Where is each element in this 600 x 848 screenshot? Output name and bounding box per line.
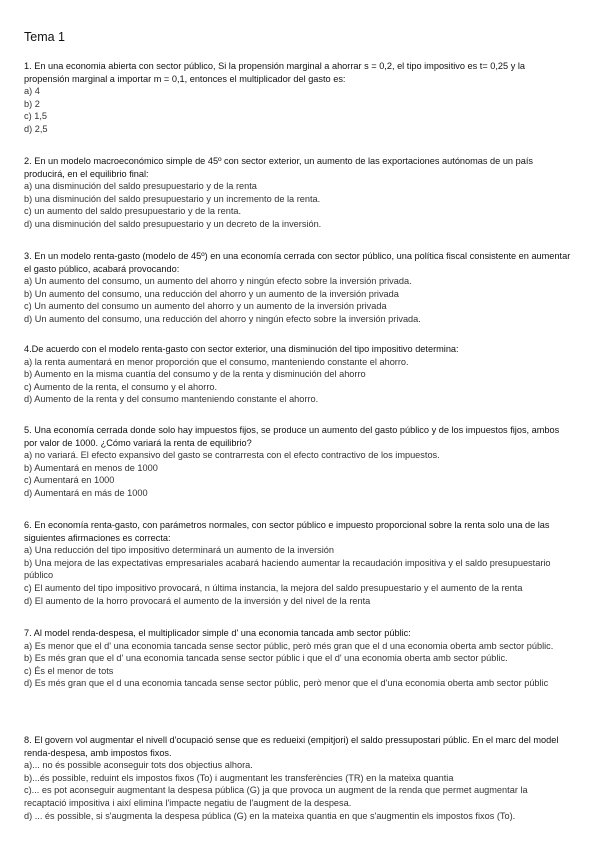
answer-option: d) El aumento de la horro provocará el aumento de la inversión y del nivel de la renta	[24, 595, 371, 606]
answer-option: b) Aumentará en menos de 1000	[24, 462, 158, 473]
question-3	[24, 250, 572, 326]
answer-option: a) una disminución del saldo presupuestario y de la renta	[24, 181, 257, 192]
answer-option: c) Aumentará en 1000	[24, 475, 115, 486]
answer-option: d) 2,5	[24, 123, 48, 134]
question-stem: 6. En economía renta-gasto, con parámetros normales, con sector público e impuesto proporcional sobre la renta solo una de las siguientes afirmaciones es correcta:	[24, 520, 550, 543]
answer-option: c) És el menor de tots	[24, 665, 114, 676]
question-stem: 8. El govern vol augmentar el nivell d'ocupació sense que es redueixi (empitjori) el saldo pressupostari públic. En el marc del model renda-despesa, amb impostos fixos.	[24, 735, 559, 758]
answer-option: d) Aumentará en más de 1000	[24, 487, 148, 498]
question-stem: 5. Una economía cerrada donde solo hay impuestos fijos, se produce un aumento del gasto público y de los impuestos fijos, ambos por valor de 1000. ¿Cómo variará la renta de equilibrio?	[24, 425, 560, 448]
question-1	[24, 60, 572, 136]
question-stem: 7. Al model renda-despesa, el multiplicador simple d' una economia tancada amb sector públic:	[24, 628, 411, 638]
answer-option: a) la renta aumentará en menor proporción que el consumo, manteniendo constante el ahorro.	[24, 356, 409, 367]
answer-option: d) ... és possible, si s'augmenta la despesa pública (G) en la mateixa quantia en que s'augmentin els impostos fixos (To).	[24, 810, 516, 821]
answer-option: c) El aumento del tipo impositivo provocará, n última instancia, la mejora del saldo presupuestario y el aumento de la renta	[24, 582, 523, 593]
answer-option: d) una disminución del saldo presupuestario y un decreto de la inversión.	[24, 218, 322, 229]
answer-option: b) 2	[24, 98, 40, 109]
answer-option: d) Es més gran que el d una economia tancada sense sector públic, però menor que el d'una economia oberta amb sector públic	[24, 678, 549, 689]
question-stem: 2. En un modelo macroeconómico simple de 45º con sector exterior, un aumento de las exportaciones autónomas de un país producirá, en el equilibrio final:	[24, 156, 533, 179]
answer-option: c)... es pot aconseguir augmentant la despesa pública (G) ja que provoca un augment de la renda que permet augmentar la recaptació impositiva i així elimina l'impacte negatiu de l'augment de la despesa.	[24, 785, 528, 808]
answer-option: b) Aumento en la misma cuantía del consumo y de la renta y disminución del ahorro	[24, 369, 366, 380]
question-2	[24, 155, 572, 231]
question-stem: 1. En una economia abierta con sector público, Si la propensión marginal a ahorrar s = 0,2, el tipo impositivo es t= 0,25 y la propensión marginal a importar m = 0,1, entonces el multiplicador del gasto es:	[24, 61, 526, 84]
answer-option: c) un aumento del saldo presupuestario y de la renta.	[24, 206, 242, 217]
answer-option: d) Aumento de la renta y del consumo manteniendo constante el ahorro.	[24, 394, 319, 405]
answer-option: c) 1,5	[24, 111, 47, 122]
answer-option: b) Es més gran que el d' una economia tancada sense sector públic i que el d' una economia oberta amb sector públic.	[24, 653, 508, 664]
answer-option: a) Es menor que el d' una economia tancada sense sector públic, però més gran que el d una economia oberta amb sector públic.	[24, 640, 554, 651]
answer-option: a) Una reducción del tipo impositivo determinará un aumento de la inversión	[24, 545, 334, 556]
answer-option: c) Aumento de la renta, el consumo y el ahorro.	[24, 381, 218, 392]
question-5	[24, 424, 572, 500]
question-4	[24, 343, 572, 406]
question-stem: 3. En un modelo renta-gasto (modelo de 45º) en una economía cerrada con sector público, una política fiscal consistente en aumentar el gasto público, acabará provocando:	[24, 251, 571, 274]
answer-option: a) Un aumento del consumo, un aumento del ahorro y ningún efecto sobre la inversión privada.	[24, 276, 412, 287]
answer-option: a) 4	[24, 86, 40, 97]
question-7	[24, 627, 572, 690]
answer-option: a) no variará. El efecto expansivo del gasto se contrarresta con el efecto contractivo de los impuestos.	[24, 450, 440, 461]
question-8	[24, 734, 572, 822]
answer-option: a)... no és possible aconseguir tots dos objectius alhora.	[24, 760, 253, 771]
answer-option: b) Una mejora de las expectativas empresariales acabará haciendo aumentar la recaudación impositiva y el saldo presupuestario público	[24, 557, 551, 581]
answer-option: b)...és possible, reduint els impostos fixos (To) i augmentant les transferències (TR) en la mateixa quantia	[24, 772, 454, 783]
answer-option: d) Un aumento del consumo, una reducción del ahorro y ningún efecto sobre la inversión privada.	[24, 313, 421, 324]
page-title: Tema 1	[24, 30, 65, 44]
question-stem: 4.De acuerdo con el modelo renta-gasto con sector exterior, una disminución del tipo impositivo determina:	[24, 344, 459, 354]
answer-option: b) una disminución del saldo presupuestario y un incremento de la renta.	[24, 193, 321, 204]
question-6	[24, 519, 572, 607]
answer-option: c) Un aumento del consumo un aumento del ahorro y un aumento de la inversión privada	[24, 301, 387, 312]
answer-option: b) Un aumento del consumo, una reducción del ahorro y un aumento de la inversión privada	[24, 288, 399, 299]
